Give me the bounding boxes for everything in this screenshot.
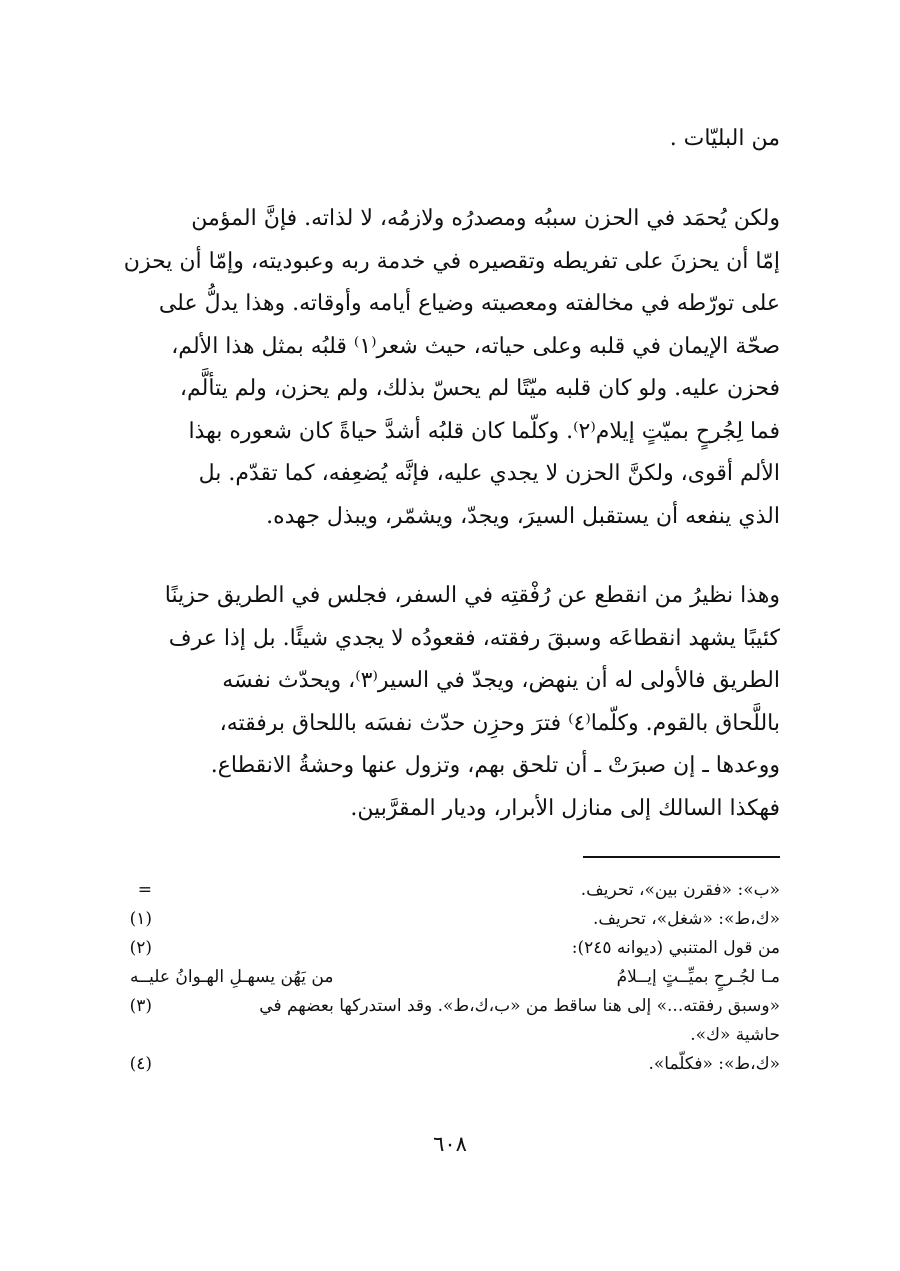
paragraph-continuation [110, 118, 780, 161]
text-line: الطريق فالأولى له أن ينهض، ويجدّ في السير⁽٣⁾، ويحدّث نفسَه [222, 668, 780, 693]
page-number: ٦٠٨ [433, 1132, 467, 1156]
footnotes [110, 876, 780, 1079]
footnote-separator [583, 856, 780, 858]
text-line: فما لِجُرحٍ بميّتٍ إيلام⁽٢⁾. وكلّما كان قلبُه أشدَّ حياةً كان شعوره بهذا [188, 418, 780, 444]
footnote-text-line: حاشية «ك». [690, 1025, 780, 1045]
footnote-continuation [110, 876, 780, 905]
footnote-1 [110, 905, 780, 934]
text-line: فحزن عليه. ولو كان قلبه ميّتًا لم يحسّ بذلك، ولم يحزن، ولم يتألَّم، [179, 376, 780, 401]
text-line: ووعدها ـ إن صبرَتْ ـ أن تلحق بهم، وتزول عنها وحشةُ الانقطاع. [210, 753, 780, 778]
text-line: كئيبًا يشهد انقطاعَه وسبقَ رفقته، فقعودُه لا يجدي شيئًا. بل إذا عرف [168, 625, 780, 651]
footnote-text: «ك،ط»: «شغل»، تحريف. [593, 909, 780, 929]
text-line: الذي ينفعه أن يستقبل السيرَ، ويجدّ، ويشمّر، ويبذل جهده. [266, 503, 780, 529]
verse-line [110, 963, 780, 992]
text-line: إمّا أن يحزنَ على تفريطه وتقصيره في خدمة ربه وعبوديته، وإمّا أن يحزن [123, 248, 780, 274]
text-line: الألم أقوى، ولكنَّ الحزن لا يجدي عليه، فإنَّه يُضعِفه، كما تقدّم. بل [198, 461, 780, 486]
footnote-number: (٢) [129, 938, 152, 958]
footnote-marker: = [137, 880, 152, 900]
text-line: ولكن يُحمَد في الحزن سببُه ومصدرُه ولازمُه، لا لذاته. فإنَّ المؤمن [191, 206, 780, 231]
footnote-text: «ك،ط»: «فكلّما». [648, 1054, 780, 1074]
verse-second-hemistich: مـا لجُـرحٍ بميِّــتٍ إيــلامُ [616, 967, 780, 987]
text-line: فهكذا السالك إلى منازل الأبرار، وديار المقرَّبين. [350, 795, 780, 821]
text-line: باللَّحاق بالقوم. وكلّما⁽٤⁾ فترَ وحزِن حدّث نفسَه باللحاق برفقته، [219, 710, 780, 736]
footnote-4 [110, 1050, 780, 1079]
paragraph-grief [110, 198, 780, 538]
footnote-text-line: «وسبق رفقته...» إلى هنا ساقط من «ب،ك،ط». وقد استدركها بعضهم في [259, 996, 780, 1016]
text-line: وهذا نظيرُ من انقطع عن رُفْقتِه في السفر، فجلس في الطريق حزينًا [164, 583, 780, 608]
footnote-3 [110, 992, 780, 1050]
footnote-text: «ب»: «فقرن بين»، تحريف. [580, 880, 780, 900]
footnote-text [152, 992, 780, 1050]
text-line: صحّة الإيمان في قلبه وعلى حياته، حيث شعر⁽١⁾ قلبُه بمثل هذا الألم، [171, 333, 780, 359]
footnote-number: (١) [129, 909, 152, 929]
footnote-text [152, 934, 780, 963]
text-line: على تورّطه في مخالفته ومعصيته وضياع أيامه وأوقاته. وهذا يدلُّ على [158, 291, 780, 316]
footnote-text-line: من قول المتنبي (ديوانه ٢٤٥): [571, 938, 780, 958]
paragraph-traveler [110, 575, 780, 830]
footnote-number: (٣) [129, 996, 152, 1016]
text-line: من البليّات . [669, 126, 780, 151]
verse-first-hemistich: من يَهُن يسهـلِ الهـوانُ عليــه [130, 967, 334, 987]
footnote-2 [110, 934, 780, 963]
footnote-number: (٤) [129, 1054, 152, 1074]
